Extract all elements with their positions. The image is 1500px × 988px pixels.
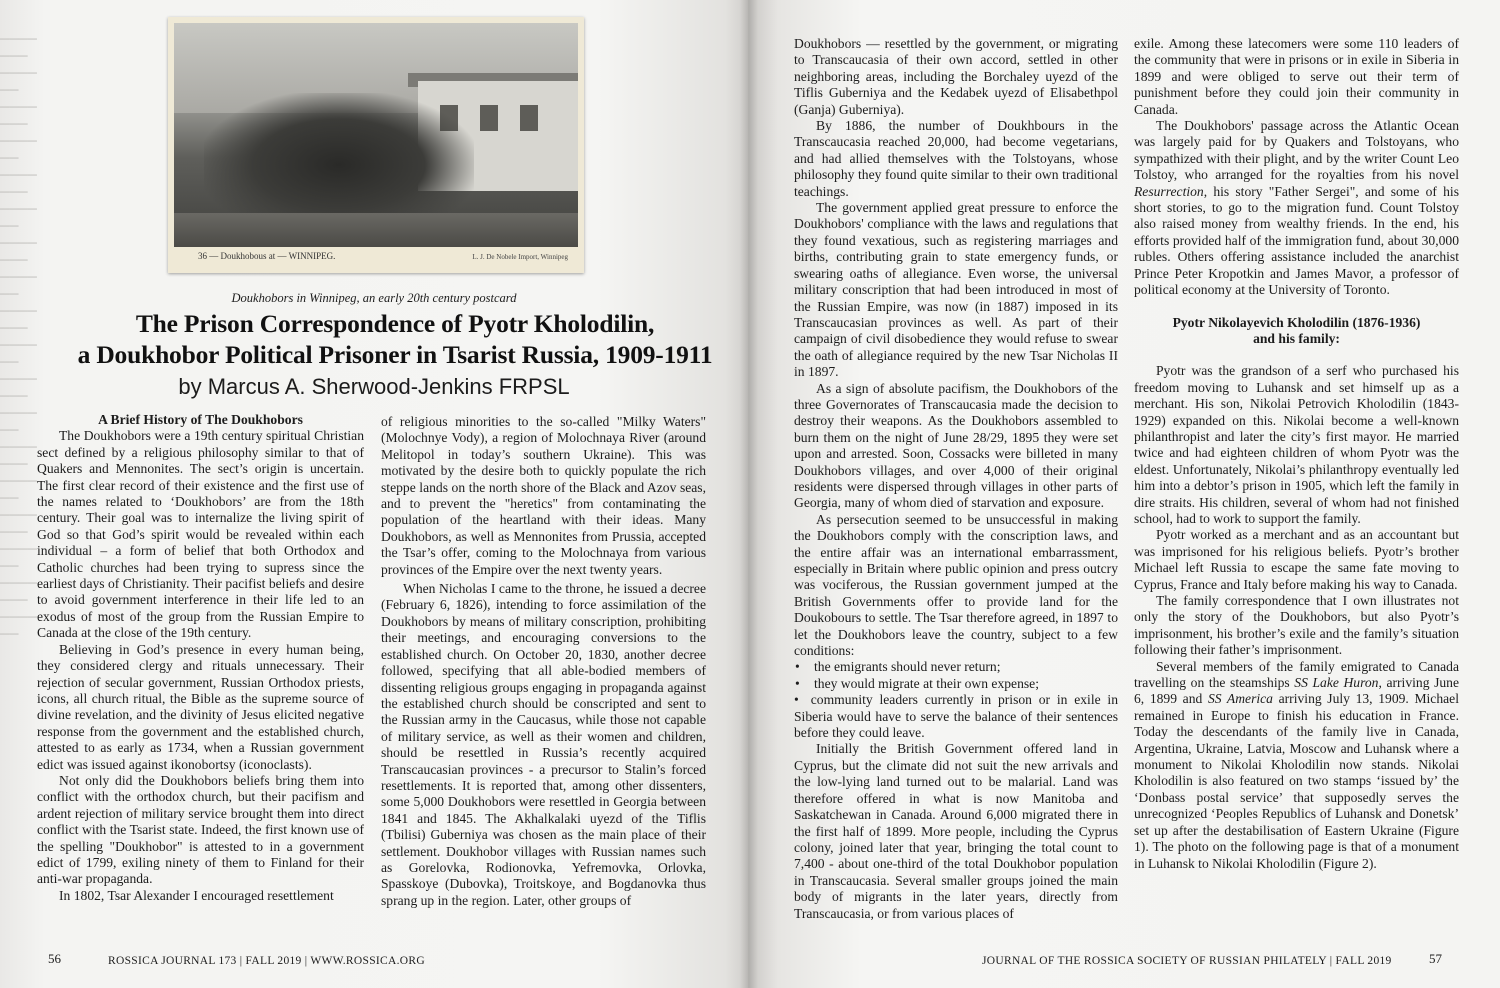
left-column-1 [37, 412, 364, 904]
paragraph: Several members of the family emigrated to Canada travelling on the steamships SS Lake Huron, arriving June 6, 1899 and SS America arriving July 13, 1909. Michael remained in Europe to finish his education in France. Today the descendants of the family live in Canada, Argentina, Ukraine, Latvia, Moscow and Luhansk where a monument to Nikolai Kholodilin now stands. Nikolai Kholodilin is also featured on two stamps ‘issued by’ the ‘Donbass postal service’ that supposedly serves the unrecognized ‘Peoples Republics of Luhansk and Donetsk’ set up after the destabilisation of Eastern Ukraine (Figure 1). The photo on the following page is that of a monument in Luhansk to Nikolai Kholodilin (Figure 2). [1134, 658, 1459, 871]
left-column-2 [381, 414, 706, 909]
paragraph: By 1886, the number of Doukhbours in the Transcaucasia reached 20,000, had become vegetarians, and had allied themselves with the Tolstoyans, whose philosophy they found quite similar to their own traditional teachings. [794, 118, 1118, 199]
right-page-number: 57 [1429, 951, 1442, 966]
ship-name: SS Lake Huron [1294, 675, 1379, 691]
postcard-caption-left: 36 — Doukhobous at — WINNIPEG. [198, 251, 336, 261]
paragraph: Doukhobors — resettled by the government, or migrating to Transcaucasia of their own accord, settled in other neighboring areas, including the Borchaley uyezd of the Tiflis Guberniya and the Kedabek uyezd of Elisabethpol (Ganja) Guberniya). [794, 36, 1118, 117]
list-item: • they would migrate at their own expense; [794, 676, 1118, 692]
photo-caption: Doukhobors in Winnipeg, an early 20th century postcard [231, 291, 517, 305]
paragraph: The Doukhobors were a 19th century spiritual Christian sect defined by a religious philosophy similar to that of Quakers and Mennonites. The sect’s origin is uncertain. The first clear record of their existence and the first use of the names related to ‘Doukhobors’ are from the 18th century. Their goal was to internalize the living spirit of God so that God’s spirit would be revealed within each individual – a form of belief that both Orthodox and Catholic churches had been trying to supress since the earliest days of Christianity. Their pacifist beliefs and desire to avoid government interference in their life led to an exodus of most of the group from the Russian Empire to Canada at the close of the 19th century. [37, 428, 364, 641]
family-heading-line-2: and his family: [1253, 330, 1340, 346]
paragraph: Initially the British Government offered land in Cyprus, but the climate did not suit the new arrivals and the low-lying land turned out to be malarial. Land was therefore offered in what is now Manitoba and Saskatchewan in Canada. Around 6,000 migrated there in the first half of 1899. More people, including the Cyprus colony, joined later that year, bringing the total count to 7,400 - about one-third of the total Doukhobor population in Transcaucasia. Several smaller groups joined the main body of migrants in the later years, directly from Transcaucasia, or from various places of [794, 741, 1118, 921]
paragraph: The government applied great pressure to enforce the Doukhobors' compliance with the laws and regulations that they found vexatious, such as registering marriages and births, contributing grain to state emergency funds, or swearing oaths of allegiance. Even worse, the universal military conscription that had been introduced in most of the Russian Empire, was now (in 1887) imposed in its Transcaucasian provinces as well. As part of their campaign of civil disobedience they would refuse to swear the oath of allegiance required by the new Tsar Nicholas II in 1897. [794, 200, 1118, 380]
postcard-caption-right: L. J. De Nobele Import, Winnipeg [472, 253, 568, 261]
postcard-photo [168, 17, 584, 273]
paragraph: The family correspondence that I own illustrates not only the story of the Doukhobors, but also Pyotr’s imprisonment, his brother’s exile and the family’s situation following their father’s imprisonment. [1134, 593, 1459, 658]
article-title-line-2: a Doukhobor Political Prisoner in Tsarist Russia, 1909-1911 [77, 340, 713, 369]
paragraph: As a sign of absolute pacifism, the Doukhobors of the three Governorates of Transcaucasia made the decision to destroy their weapons. As the Doukhobors assembled to burn them on the night of June 28/29, 1895 they were set upon and arrested. Soon, Cossacks were billeted in many Doukhobors villages, and over 4,000 of their original residents were dispersed through villages in other parts of Georgia, many of whom died of starvation and exposure. [794, 380, 1118, 511]
ship-name: SS America [1207, 691, 1273, 707]
paragraph: When Nicholas I came to the throne, he issued a decree (February 6, 1826), intending to force assimilation of the Doukhobors by means of military conscription, prohibiting their meetings, and encouraging conversions to the established church. On October 20, 1830, another decree followed, specifying that all able-bodied members of dissenting religious groups engaging in propaganda against the established church should be conscripted and sent to the Russian army in the Caucasus, while those not capable of military service, as well as their women and children, should be resettled in Russia’s recently acquired Transcaucasian provinces - a precursor to Stalin’s forced resettlements. It is reported that, among other dissenters, some 5,000 Doukhobors were resettled in Georgia between 1841 and 1845. The Akhalkalaki uyezd of the Tiflis (Tbilisi) Guberniya was chosen as the main place of their settlement. Doukhobor villages with Russian names such as Gorelovka, Rodionovka, Yefremovka, Orlovka, Spasskoye (Dubovka), Troitskoye, and Bogdanovka thus sprang up in the region. Later, other groups of [381, 581, 706, 908]
left-page [0, 0, 748, 988]
conditions-list [794, 659, 1118, 741]
section-heading: A Brief History of The Doukhobors [98, 412, 303, 427]
paragraph: As persecution seemed to be unsuccessful in making the Doukhobors comply with the conscription laws, and the entire affair was an international embarrassment, especially in Britain where public opinion and press outcry was vociferous, the Russian government jumped at the British Governments offer to provide land for the Doukobours to settle. The Tsar therefore agreed, in 1897 to let the Doukhobors leave the country, subject to a few conditions: [794, 511, 1118, 659]
paragraph: Believing in God’s presence in every human being, they considered clergy and rituals unnecessary. Their rejection of secular government, Russian Orthodox priests, icons, all church ritual, the Bible as the supreme source of divine revelation, and the divinity of Jesus elicited negative response from the government and the established church, attested to as early as 1734, when a Russian government edict was issued against ikonobortsy (iconoclasts). [37, 641, 364, 772]
paragraph: In 1802, Tsar Alexander I encouraged resettlement [59, 887, 334, 903]
paragraph: Pyotr worked as a merchant and as an accountant but was imprisoned for his religious beliefs. Pyotr’s brother Michael left Russia to escape the same fate moving to Cyprus, France and Italy before making his way to Canada. [1134, 527, 1459, 592]
byline: by Marcus A. Sherwood-Jenkins FRPSL [178, 374, 570, 399]
paragraph: Pyotr was the grandson of a serf who purchased his freedom moving to Luhansk and set himself up as a merchant. His son, Nikolai Petrovich Kholodilin (1843-1929) expanded on this. Nikolai become a well-known philanthropist and later the city’s first mayor. He married twice and had eighteen children of whom Pyotr was the eldest. Unfortunately, Nikolai’s philanthropy eventually led him into a debtor’s prison in 1905, which left the family in dire straits. His children, several of whom had not finished school, had to work to support the family. [1134, 363, 1459, 526]
right-column-2 [1134, 36, 1459, 872]
right-page [748, 0, 1500, 988]
right-footer: JOURNAL OF THE ROSSICA SOCIETY OF RUSSIAN PHILATELY | FALL 2019 [982, 955, 1392, 967]
article-title-line-1: The Prison Correspondence of Pyotr Kholodilin, [135, 309, 655, 338]
right-column-1 [794, 36, 1118, 922]
list-item: • the emigrants should never return; [794, 659, 1118, 675]
paragraph: of religious minorities to the so-called "Milky Waters" (Molochnye Vody), a region of Molochnaya River (around Melitopol in today’s southern Ukraine). This was motivated by the desire both to quickly populate the rich steppe lands on the north shore of the Black and Azov seas, and to prevent the "heretics" from contaminating the population of the heartland with their ideas. Many Doukhobors, as well as Mennonites from Prussia, accepted the Tsar’s offer, coming to the Molochnaya from various provinces of the Empire over the next twenty years. [381, 414, 706, 577]
book-gutter [740, 0, 758, 988]
group-photograph [174, 23, 578, 247]
left-footer: ROSSICA JOURNAL 173 | FALL 2019 | WWW.ROSSICA.ORG [108, 955, 425, 967]
paragraph: exile. Among these latecomers were some 110 leaders of the community that were in prisons or in exile in Siberia in 1899 and were obliged to serve out their term of punishment before they could join their community in Canada. [1134, 36, 1459, 117]
family-heading-line-1: Pyotr Nikolayevich Kholodilin (1876-1936) [1172, 314, 1421, 330]
bleed-through-text: ──── ─── ──── ── ──── ─── ──── ── ──── ─── ──── ── ──── ─── ──── ── ──── ─── ──── ── ──── ─── ──── ── ──── ─── ──── ── ──── ─── ──── ── ──── ─── ──── ── [0, 31, 37, 641]
left-page-number: 56 [48, 951, 61, 966]
paragraph: The Doukhobors' passage across the Atlantic Ocean was largely paid for by Quakers and Tolstoyans, who sympathized with their plight, and by the writer Count Leo Tolstoy, who arranged for the royalties from his novel Resurrection, his story "Father Sergei", and some of his short stories, to go to the migration fund. Count Tolstoy also raised money from wealthy friends. In the end, his efforts provided half of the immigration fund, about 30,000 rubles. Others offering assistance included the anarchist Prince Peter Kropotkin and James Mavor, a professor of political economy at the University of Toronto. [1134, 118, 1459, 298]
novel-title: Resurrection [1134, 183, 1204, 199]
paragraph: Not only did the Doukhobors beliefs bring them into conflict with the orthodox church, but their pacifism and ardent rejection of military service brought them into direct conflict with the Tsarist state. Indeed, the first known use of the spelling "Doukhobor" is attested to in a government edict of 1799, exiling ninety of them to Finland for their anti-war propaganda. [37, 772, 364, 887]
list-item: • community leaders currently in prison or in exile in Siberia would have to serve the balance of their sentences before they could leave. [794, 692, 1118, 741]
